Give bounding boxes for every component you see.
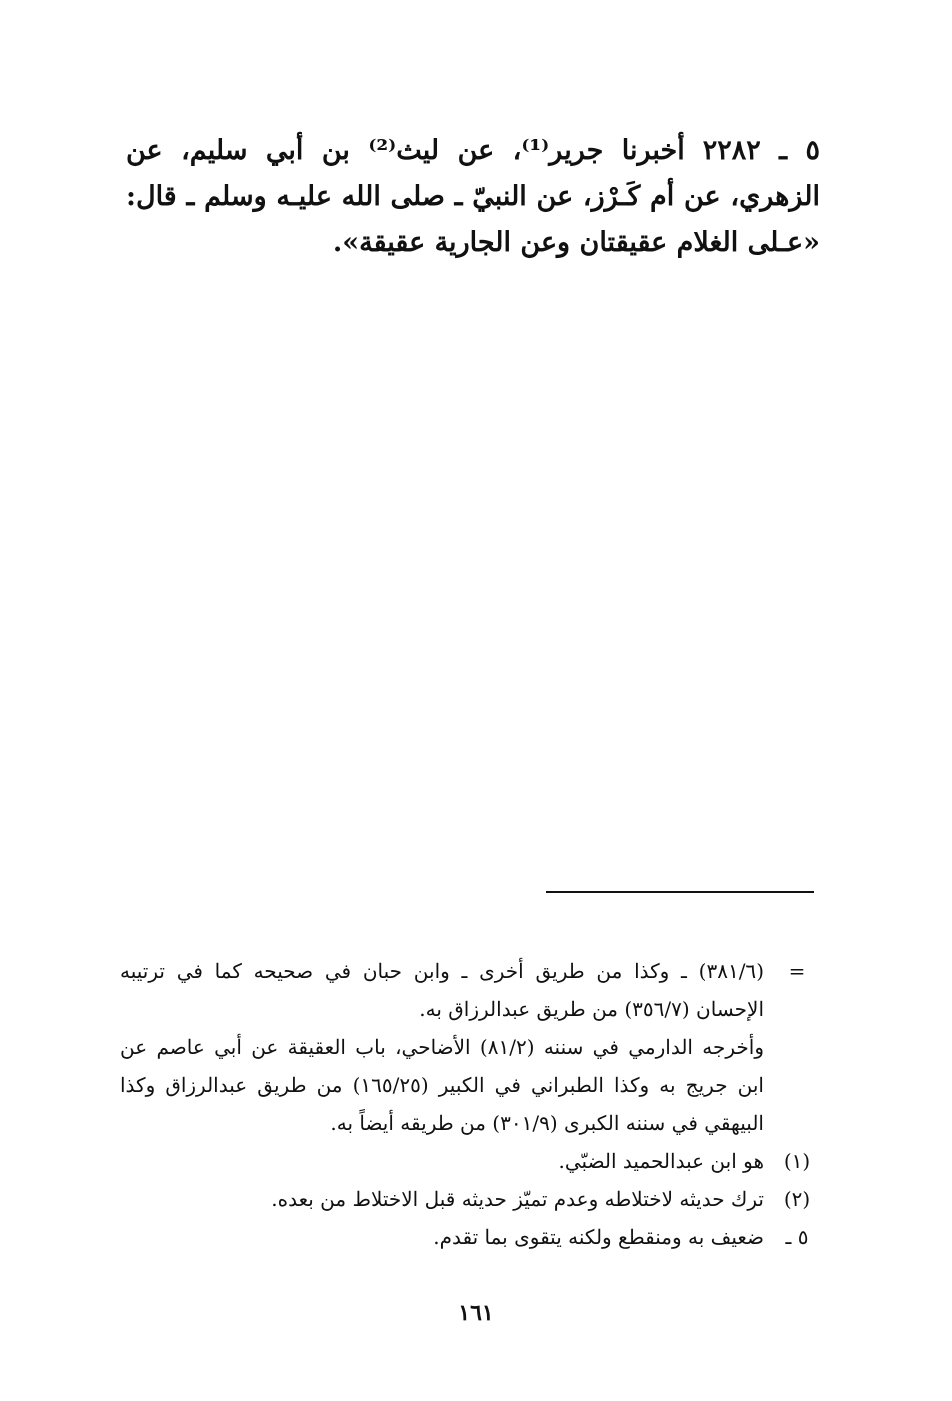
footnotes [120, 952, 820, 1256]
hadith-paragraph [126, 128, 820, 266]
footnote-continuation [120, 952, 820, 1028]
footnote-marker: ٥ ـ [785, 1225, 809, 1249]
hadith-number: ٥ ـ ٢٢٨٢ [702, 135, 820, 166]
hadith-text: أخبرنا جرير⁽¹⁾، عن ليث⁽²⁾ بن أبي سليم، عن الزهري، عن أم كَـرْز، عن النبيّ ـ صلى الله عليـه وسلم ـ قال: «عـلى الغلام عقيقتان وعن الجارية عقيقة». [126, 135, 820, 258]
page-number: ١٦١ [458, 1300, 494, 1326]
footnote-marker: (١) [783, 1149, 811, 1173]
footnote-grading [120, 1218, 820, 1256]
continuation-text-2: وأخرجه الدارمي في سننه (٨١/٢) الأضاحي، باب العقيقة عن أبي عاصم عن ابن جريج به وكذا الطبراني في الكبير (١٦٥/٢٥) من طريق عبدالرزاق وكذا البيهقي في سننه الكبرى (٣٠١/٩) من طريقه أيضاً به. [120, 1035, 764, 1135]
footnote-2 [120, 1180, 820, 1218]
footnote-text: ترك حديثه لاختلاطه وعدم تميّز حديثه قبل الاختلاط من بعده. [271, 1187, 764, 1211]
footnote-1 [120, 1142, 820, 1180]
continuation-marker: = [788, 959, 806, 983]
footnote-text: ضعيف به ومنقطع ولكنه يتقوى بما تقدم. [433, 1225, 764, 1249]
footnote-marker: (٢) [783, 1187, 811, 1211]
continuation-text: (٣٨١/٦) ـ وكذا من طريق أخرى ـ وابن حبان في صحيحه كما في ترتيبه الإحسان (٣٥٦/٧) من طريق عبدالرزاق به. [120, 959, 764, 1021]
footnote-separator [546, 891, 814, 893]
footnote-continuation-2 [120, 1028, 820, 1142]
footnote-text: هو ابن عبدالحميد الضبّي. [558, 1149, 764, 1173]
